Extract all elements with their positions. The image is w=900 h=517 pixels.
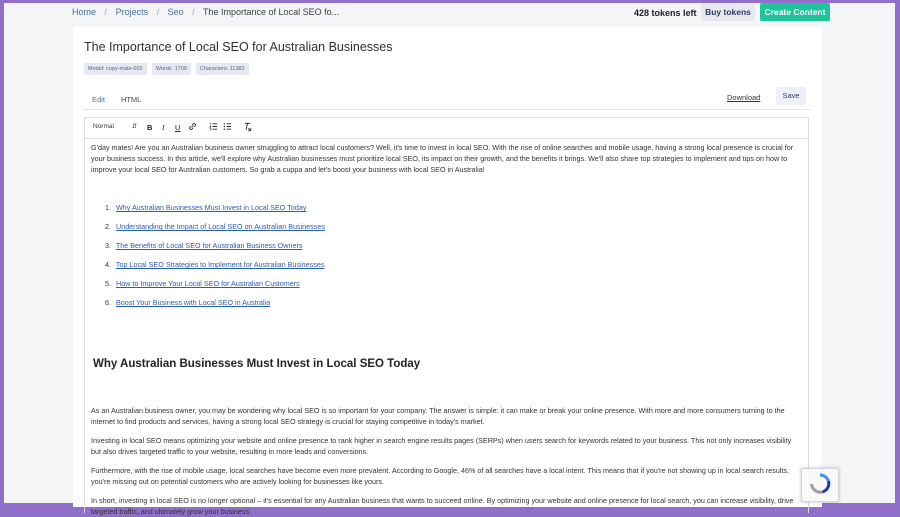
ordered-list-icon[interactable]	[209, 122, 218, 134]
download-link[interactable]: Download	[727, 93, 761, 102]
breadcrumb-current: The Importance of Local SEO fo...	[203, 7, 340, 17]
list-number: 3.	[105, 241, 111, 250]
clear-format-icon[interactable]	[243, 122, 252, 134]
characters-badge: Characters: 11382	[196, 63, 249, 75]
tab-divider	[84, 109, 811, 110]
recaptcha-badge[interactable]	[801, 468, 839, 502]
document-meta	[84, 63, 249, 75]
italic-icon[interactable]: I	[162, 123, 165, 132]
toc-link[interactable]: How to Improve Your Local SEO for Australian Customers	[116, 279, 300, 288]
breadcrumb-seo[interactable]: Seo	[167, 7, 184, 17]
breadcrumb-home[interactable]: Home	[72, 7, 97, 17]
toc-link[interactable]: Why Australian Businesses Must Invest in Local SEO Today	[116, 203, 307, 212]
create-content-button[interactable]: Create Content	[760, 3, 830, 21]
format-select[interactable]	[93, 123, 137, 130]
underline-icon[interactable]: U	[175, 123, 181, 132]
list-number: 2.	[105, 222, 111, 231]
rich-text-editor[interactable]	[84, 117, 809, 516]
list-number: 4.	[105, 260, 111, 269]
toc-link[interactable]: Top Local SEO Strategies to Implement for Australian Businesses	[115, 260, 325, 269]
toc-link[interactable]: The Benefits of Local SEO for Australian Business Owners	[115, 241, 303, 250]
save-button[interactable]: Save	[776, 87, 806, 105]
buy-tokens-button[interactable]: Buy tokens	[701, 3, 755, 21]
body-paragraph: In short, investing in local SEO is no longer optional – it's essential for any Australian business that wants to succeed online. By optimizing your website and online presence for local search, you can increase visibility, drive targeted traffic, and ultimately grow your business.	[91, 496, 794, 516]
app-frame	[4, 3, 895, 516]
list-number: 1.	[105, 203, 111, 212]
intro-paragraph: G'day mates! Are you an Australian business owner struggling to attract local customers? Well, it's time to invest in local SEO. With the rise of online searches and mobile usage, having a strong local presence is crucial for your business success. In this article, we'll explore why Australian businesses must prioritize local SEO, its impact on their growth, and the benefits it brings. We'll also share top strategies to implement and tips on how to improve your local SEO for Australian customers. So grab a cuppa and let's boost your business with local SEO in Australia!	[91, 143, 794, 174]
page-title: The Importance of Local SEO for Australian Businesses	[84, 40, 393, 54]
toc-link[interactable]: Understanding the Impact of Local SEO on Australian Businesses	[116, 222, 325, 231]
list-number: 5.	[105, 279, 111, 288]
bullet-list-icon[interactable]	[223, 122, 232, 134]
section-heading: Why Australian Businesses Must Invest in Local SEO Today	[93, 358, 421, 370]
format-select-value: Normal	[93, 123, 114, 130]
list-item	[105, 279, 300, 288]
toc-link[interactable]: Boost Your Business with Local SEO in Australia	[116, 298, 271, 307]
editor-tabs	[84, 93, 149, 110]
tokens-left: 428 tokens left	[634, 8, 697, 18]
words-badge: Words: 1709	[152, 63, 191, 75]
list-item	[105, 222, 325, 231]
tab-edit[interactable]: Edit	[84, 93, 113, 110]
body-paragraph: Investing in local SEO means optimizing your website and online presence to rank higher in search engine results pages (SERPs) when users search for keywords related to your business. This not only increases visibility but also drives targeted traffic to your website, resulting in more leads and conversions.	[91, 436, 792, 456]
tab-html[interactable]: HTML	[120, 95, 142, 104]
editor-toolbar	[85, 118, 808, 139]
breadcrumb-separator: /	[156, 7, 160, 17]
list-item	[105, 260, 324, 269]
breadcrumb-separator: /	[104, 7, 108, 17]
body-paragraph: As an Australian business owner, you may be wondering why local SEO is so important for your company. The answer is simple: it can make or break your online presence. With more and more consumers turning to the internet to find products and services, having a strong local SEO strategy is crucial for staying competitive in today's market.	[91, 406, 785, 426]
bold-icon[interactable]: B	[147, 123, 153, 132]
list-number: 6.	[105, 298, 111, 307]
chevron-updown-icon: ⇵	[131, 124, 137, 130]
list-item	[105, 203, 306, 212]
model-badge: Model: copy-mate-002	[84, 63, 147, 75]
breadcrumb-projects[interactable]: Projects	[115, 7, 149, 17]
list-item	[105, 241, 302, 250]
link-icon[interactable]	[188, 122, 197, 134]
list-item	[105, 298, 270, 307]
top-bar	[4, 3, 895, 25]
recaptcha-icon	[802, 469, 838, 501]
document-card	[73, 27, 822, 516]
body-paragraph: Furthermore, with the rise of mobile usage, local searches have become even more prevalent. According to Google, 46% of all searches have a local intent. This means that if you're not showing up in local search results, you're missing out on potential customers who are actively looking for businesses like yours.	[91, 466, 789, 486]
breadcrumb	[72, 7, 339, 17]
breadcrumb-separator: /	[192, 7, 195, 17]
